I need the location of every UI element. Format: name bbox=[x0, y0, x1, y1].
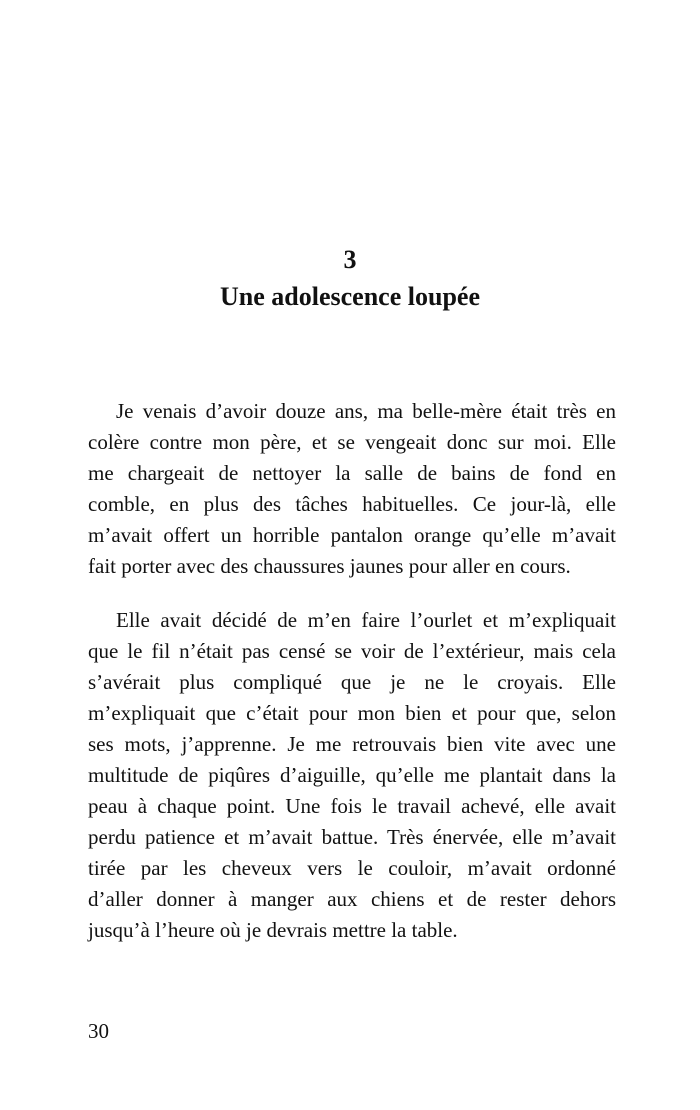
paragraph-line: peau à chaque point. Une fois le travail achevé, elle avait bbox=[88, 794, 616, 818]
paragraph-line: multitude de piqûres d’aiguille, qu’elle me plantait dans la bbox=[88, 763, 616, 787]
paragraph-line: Je venais d’avoir douze ans, ma belle-mère était très en bbox=[116, 399, 616, 423]
paragraph-line: d’aller donner à manger aux chiens et de rester dehors bbox=[88, 887, 616, 911]
paragraph-2 bbox=[88, 605, 616, 946]
paragraph-line: perdu patience et m’avait battue. Très énervée, elle m’avait bbox=[88, 825, 616, 849]
paragraph-line: m’expliquait que c’était pour mon bien et pour que, selon bbox=[88, 701, 616, 725]
chapter-title: Une adolescence loupée bbox=[220, 282, 480, 311]
paragraph-line: me chargeait de nettoyer la salle de bains de fond en bbox=[88, 461, 616, 485]
paragraph-line: tirée par les cheveux vers le couloir, m’avait ordonné bbox=[88, 856, 616, 880]
paragraph-line: comble, en plus des tâches habituelles. Ce jour-là, elle bbox=[88, 492, 616, 516]
paragraph-line: m’avait offert un horrible pantalon orange qu’elle m’avait bbox=[88, 523, 616, 547]
paragraph-line: fait porter avec des chaussures jaunes pour aller en cours. bbox=[88, 554, 571, 578]
paragraph-line: que le fil n’était pas censé se voir de l’extérieur, mais cela bbox=[88, 639, 616, 663]
paragraph-line: jusqu’à l’heure où je devrais mettre la table. bbox=[88, 918, 458, 942]
paragraph-line: s’avérait plus compliqué que je ne le croyais. Elle bbox=[88, 670, 616, 694]
page-number: 30 bbox=[88, 1019, 109, 1043]
paragraph-line: ses mots, j’apprenne. Je me retrouvais bien vite avec une bbox=[88, 732, 616, 756]
chapter-number: 3 bbox=[343, 245, 357, 274]
paragraph-1 bbox=[88, 396, 616, 582]
paragraph-line: Elle avait décidé de m’en faire l’ourlet et m’expliquait bbox=[116, 608, 616, 632]
paragraph-line: colère contre mon père, et se vengeait donc sur moi. Elle bbox=[88, 430, 616, 454]
